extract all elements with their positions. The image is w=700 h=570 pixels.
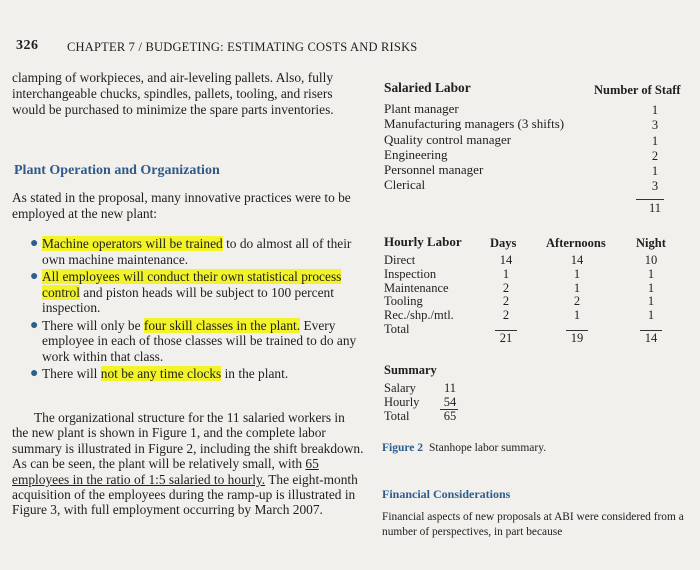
days-value: 1 [502, 266, 510, 281]
salaried-count: 2 [651, 148, 659, 163]
highlighted-text: not be any time clocks [100, 366, 222, 381]
hourly-total-label: Total [384, 321, 410, 336]
summary-label: Salary [384, 381, 416, 395]
org-text: The eight-month acquisition of the employees during the ramp-up is illustrated in Figure 3, with full employment occurring by March 2007. [12, 471, 358, 518]
afternoons-value: 2 [573, 294, 581, 309]
summary-label: Total [384, 408, 410, 423]
bullet-dot-icon: ● [30, 366, 39, 381]
summary-total-rule [440, 409, 458, 410]
summary-value: 11 [443, 381, 457, 395]
night-value: 1 [647, 266, 655, 281]
afternoons-value: 1 [573, 266, 581, 281]
night-total: 14 [644, 331, 658, 345]
highlighted-text: All employees will conduct their own statistical process control [42, 269, 342, 300]
intro-paragraph: clamping of workpieces, and air-leveling pallets. Also, fully interchangeable chucks, spindles, pallets, tooling, and risers would be purchased to minimize the spare parts inventories. [12, 70, 334, 118]
salaried-total: 11 [648, 201, 662, 215]
salaried-role: Clerical [384, 177, 426, 193]
bullet-text: and piston heads will be subject to 100 percent inspection. [42, 284, 334, 315]
chapter-title: CHAPTER 7 / BUDGETING: ESTIMATING COSTS AND RISKS [67, 40, 418, 54]
summary-values [438, 382, 462, 423]
days-value: 2 [502, 280, 510, 295]
underlined-text: 65 employees in the ratio of 1:5 salaried to hourly. [12, 456, 319, 487]
salaried-count: 1 [651, 103, 659, 117]
bullet-item [12, 269, 364, 316]
night-value: 1 [647, 280, 655, 295]
bullet-item [12, 366, 364, 382]
summary-value: 65 [443, 408, 457, 423]
salaried-count: 1 [651, 133, 659, 148]
summary-label: Hourly [384, 394, 420, 409]
staff-count-header: Number of Staff [594, 83, 681, 97]
days-value: 2 [502, 308, 510, 323]
summary-value: 54 [443, 394, 457, 409]
salaried-count: 3 [651, 179, 659, 194]
salaried-count: 3 [651, 118, 659, 133]
highlighted-text: Machine operators will be trained [42, 236, 223, 251]
salaried-total-rule [636, 199, 664, 200]
salaried-role: Engineering [384, 146, 448, 162]
figure-caption-text: Stanhope labor summary. [429, 442, 547, 454]
page-number: 326 [16, 38, 39, 53]
salaried-labor-heading: Salaried Labor [384, 80, 471, 95]
bullet-dot-icon: ● [30, 317, 39, 333]
night-value: 10 [644, 253, 658, 267]
bullet-text: to do almost all of their own machine maintenance. [42, 236, 352, 267]
afternoons-values [560, 254, 594, 323]
financial-heading: Financial Considerations [382, 487, 511, 501]
salaried-role: Quality control manager [384, 131, 512, 147]
bullet-item [12, 236, 364, 267]
hourly-role: Direct [384, 253, 416, 267]
salaried-count: 1 [651, 164, 659, 179]
hourly-role: Tooling [384, 294, 423, 309]
hourly-role: Rec./shp./mtl. [384, 308, 454, 323]
afternoons-column-header: Afternoons [546, 236, 606, 250]
figure-label: Figure 2 [382, 442, 423, 454]
section-heading: Plant Operation and Organization [14, 163, 220, 178]
hourly-roles [384, 254, 454, 337]
bullet-text: in the plant. [221, 366, 289, 381]
summary-heading: Summary [384, 363, 437, 377]
salaried-counts [640, 103, 670, 195]
hourly-role: Maintenance [384, 280, 449, 295]
night-column-header: Night [636, 236, 666, 250]
practice-bullet-list [12, 236, 364, 384]
afternoons-value: 14 [570, 253, 584, 267]
bullet-text: There will only be [42, 317, 144, 333]
salaried-role: Plant manager [384, 101, 459, 116]
summary-labels [384, 382, 419, 423]
days-value: 2 [502, 294, 510, 309]
afternoons-total: 19 [570, 331, 584, 345]
bullet-dot-icon: ● [30, 236, 39, 251]
hourly-labor-heading: Hourly Labor [384, 234, 462, 249]
bullet-dot-icon: ● [30, 269, 39, 284]
figure-caption [382, 442, 546, 454]
salaried-role: Personnel manager [384, 162, 484, 178]
afternoons-value: 1 [573, 280, 581, 295]
days-values [489, 254, 523, 323]
afternoons-value: 1 [573, 308, 581, 323]
bullet-text: There will [42, 366, 101, 381]
highlighted-text: four skill classes in the plant. [143, 317, 301, 333]
days-column-header: Days [490, 236, 517, 250]
days-total: 21 [499, 331, 513, 345]
bullet-text: Every employee in each of those classes will be trained to do any work within that class. [42, 317, 357, 364]
hourly-role: Inspection [384, 266, 437, 281]
salaried-roles [384, 101, 594, 193]
organization-paragraph [12, 410, 364, 518]
financial-paragraph: Financial aspects of new proposals at ABI were considered from a number of perspectives, in part because [382, 511, 684, 538]
days-value: 14 [499, 253, 513, 267]
night-value: 1 [647, 294, 655, 309]
org-text: The organizational structure for the 11 salaried workers in the new plant is shown in Figure 1, and the complete labor summary is illustrated in Figure 2, including the shift breakdown. As can be seen, the plant will be relatively small, with [12, 410, 364, 472]
night-values [634, 254, 668, 323]
night-value: 1 [647, 308, 655, 323]
stated-paragraph: As stated in the proposal, many innovative practices were to be employed at the new plant: [12, 190, 351, 222]
salaried-role: Manufacturing managers (3 shifts) [384, 116, 565, 132]
bullet-item [12, 318, 364, 365]
